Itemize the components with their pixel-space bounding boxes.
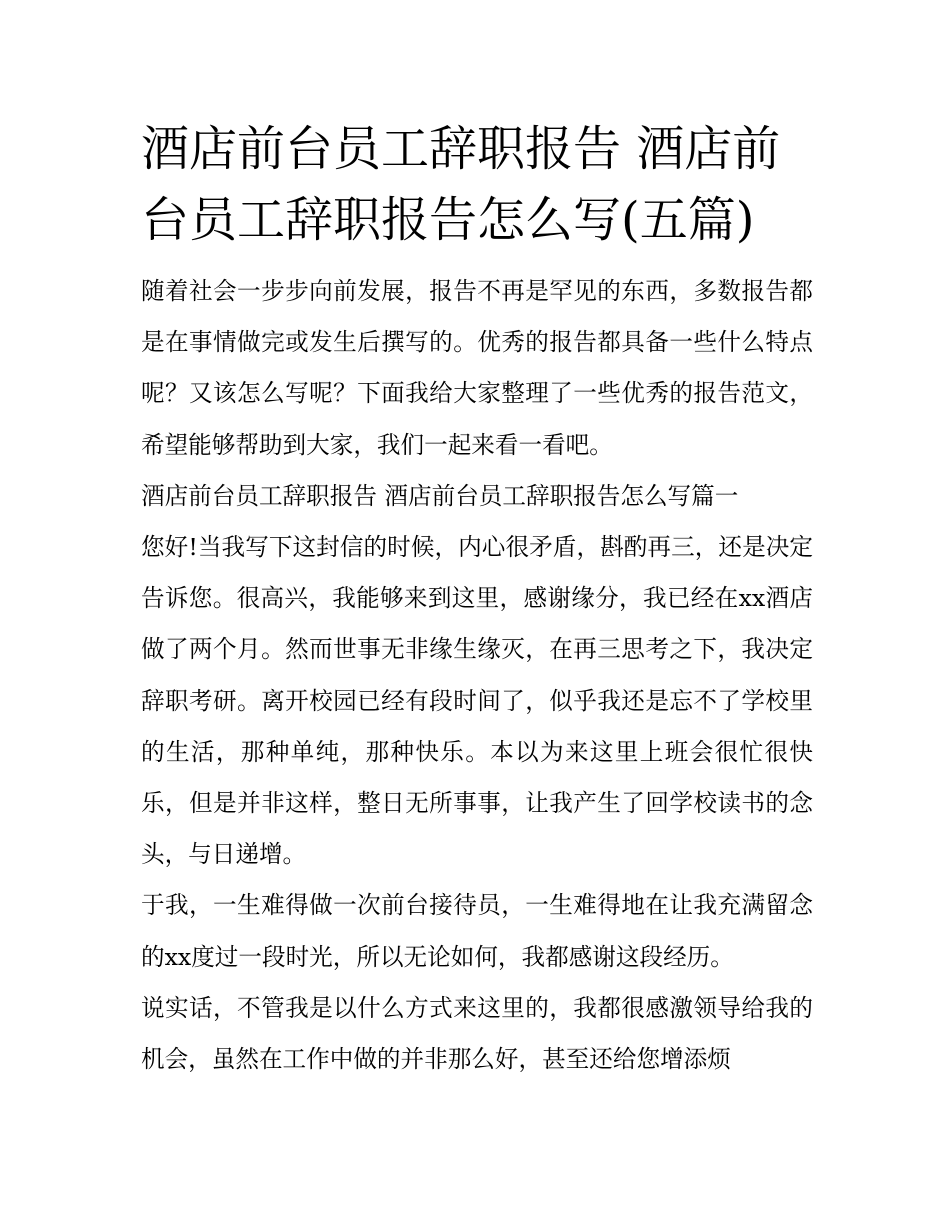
document-body [141,266,813,1085]
document-title: 酒店前台员工辞职报告 酒店前台员工辞职报告怎么写(五篇) [141,121,781,248]
body-paragraph: 您好!当我写下这封信的时候，内心很矛盾，斟酌再三，还是决定告诉您。很高兴，我能够来到这里，感谢缘分，我已经在xx酒店做了两个月。然而世事无非缘生缘灭，在再三思考之下，我决定辞职考研。离开校园已经有段时间了，似乎我还是忘不了学校里的生活，那种单纯，那种快乐。本以为来这里上班会很忙很快乐，但是并非这样，整日无所事事，让我产生了回学校读书的念头，与日递增。 [141,533,813,869]
body-paragraph: 说实话，不管我是以什么方式来这里的，我都很感激领导给我的机会，虽然在工作中做的并非那么好，甚至还给您增添烦 [141,993,813,1074]
body-paragraph: 于我，一生难得做一次前台接待员，一生难得地在让我充满留念的xx度过一段时光，所以无论如何，我都感谢这段经历。 [141,891,813,971]
section-heading: 酒店前台员工辞职报告 酒店前台员工辞职报告怎么写篇一 [141,481,739,510]
document-content [141,114,813,1085]
intro-paragraph: 随着社会一步步向前发展，报告不再是罕见的东西，多数报告都是在事情做完或发生后撰写的。优秀的报告都具备一些什么特点呢？又该怎么写呢？下面我给大家整理了一些优秀的报告范文，希望能够帮助到大家，我们一起来看一看吧。 [141,277,813,459]
